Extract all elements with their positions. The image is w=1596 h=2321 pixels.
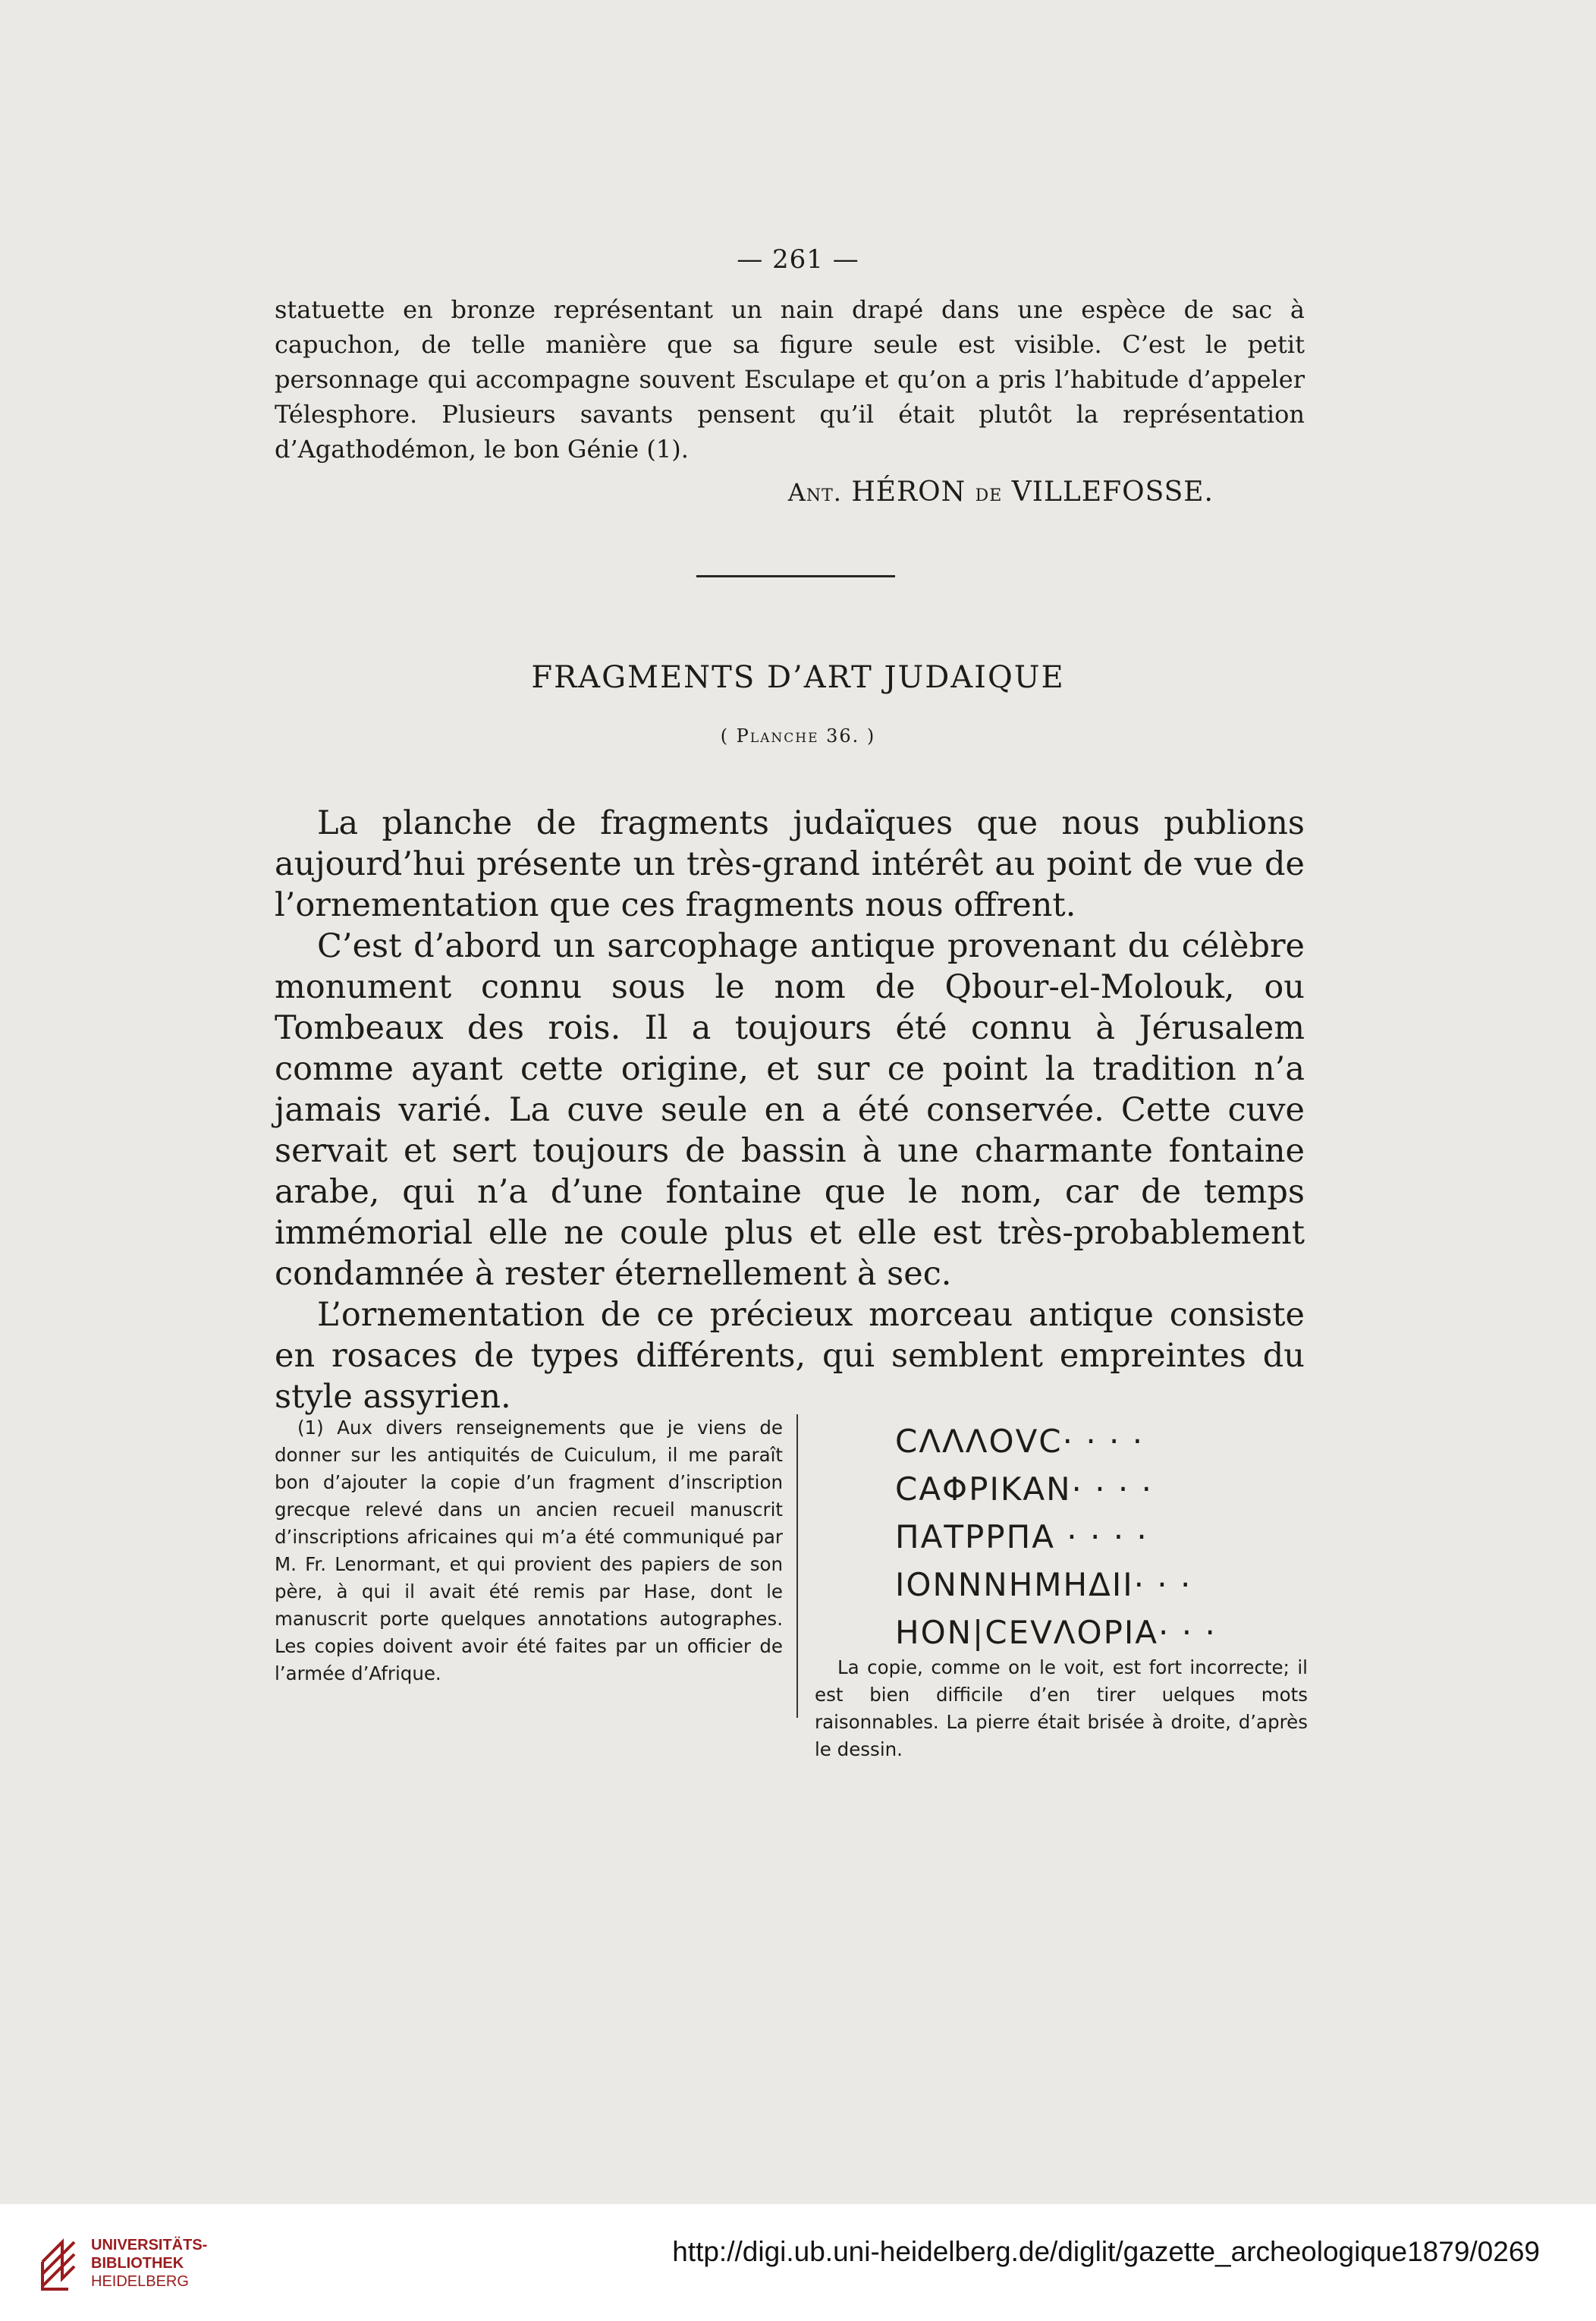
signature-prefix: Ant. (787, 478, 842, 507)
intro-text: statuette en bronze représentant un nain drapé dans une espèce de sac à capuchon, de telle manière que sa figure seule est visible. C’est le petit personnage qui accompagne souvent Esculape et qu’on a pris l’habitude d’appeler Télesphore. Plusieurs savants pensent qu’il était plutôt la représentation d’Agathodémon, le bon Génie (1). (275, 295, 1305, 464)
digitization-footer (0, 2204, 1596, 2321)
footnote-right (815, 1654, 1308, 1763)
author-signature (759, 476, 1214, 508)
signature-name: HÉRON (851, 476, 966, 508)
inscription-line: ΠΑΤΡΡΠΑ · · · · (895, 1518, 1148, 1555)
planche-reference: ( Planche 36. ) (720, 725, 876, 747)
inscription-line: CΛΛΛΟVC· · · · (895, 1423, 1145, 1460)
ub-heidelberg-logo-icon (38, 2231, 86, 2292)
inscription-line: ΙΟΝΝΝΗΜΗΔΙΙ· · · (895, 1566, 1192, 1603)
library-name (91, 2236, 207, 2291)
footnote-right-text: La copie, comme on le voit, est fort incorrecte; il est bien difficile d’en tirer uelques mots raisonnables. La pierre était brisée à droite, d’après le dessin. (815, 1656, 1308, 1760)
intro-paragraph (275, 292, 1305, 467)
section-title: FRAGMENTS D’ART JUDAIQUE (531, 660, 1065, 695)
source-url-link[interactable]: http://digi.ub.uni-heidelberg.de/diglit/gazette_archeologique1879/0269 (672, 2236, 1540, 2267)
footnote-left (275, 1414, 783, 1687)
page-number: — 261 — (737, 244, 859, 275)
body-paragraph: C’est d’abord un sarcophage antique provenant du célèbre monument connu sous le nom de Qbour-el-Molouk, ou Tombeaux des rois. Il a toujours été connu à Jérusalem comme ayant cette origine, et sur ce point la tradition n’a jamais varié. La cuve seule en a été conservée. Cette cuve servait et sert toujours de bassin à une charmante fontaine arabe, qui n’a d’une fontaine que le nom, car de temps immémorial elle ne coule plus et elle est très-probablement condamnée à rester éternellement à sec. (275, 927, 1305, 1293)
inscription-line: ΗΟΝ|CEVΛΟΡΙΑ· · · (895, 1614, 1217, 1651)
article-body (275, 803, 1305, 1417)
section-divider (696, 575, 895, 577)
library-line3: HEIDELBERG (91, 2273, 189, 2290)
footnote-text: (1) Aux divers renseignements que je viens de donner sur les antiquités de Cuiculum, il me paraît bon d’ajouter la copie d’un fragment d’inscription grecque relevé dans un ancien recueil manuscrit d’inscriptions africaines qui m’a été communiqué par M. Fr. Lenormant, et qui provient des papiers de son père, à qui il avait été remis par Hase, dont le manuscrit porte quelques annotations autographes. Les copies doivent avoir été faites par un officier de l’armée d’Afrique. (275, 1417, 783, 1684)
greek-inscription (895, 1417, 1290, 1656)
signature-surname: VILLEFOSSE. (1011, 476, 1214, 508)
inscription-line: CΑΦΡΙΚΑΝ· · · · (895, 1470, 1153, 1508)
body-paragraph: L’ornementation de ce précieux morceau antique consiste en rosaces de types différents, qui semblent empreintes du style assyrien. (275, 1296, 1305, 1416)
body-paragraph: La planche de fragments judaïques que nous publions aujourd’hui présente un très-grand intérêt au point de vue de l’ornementation que ces fragments nous offrent. (275, 804, 1305, 924)
footnote-column-divider (796, 1414, 798, 1718)
library-line2: BIBLIOTHEK (91, 2255, 184, 2272)
library-line1: UNIVERSITÄTS- (91, 2237, 208, 2253)
signature-particle: de (975, 478, 1003, 507)
